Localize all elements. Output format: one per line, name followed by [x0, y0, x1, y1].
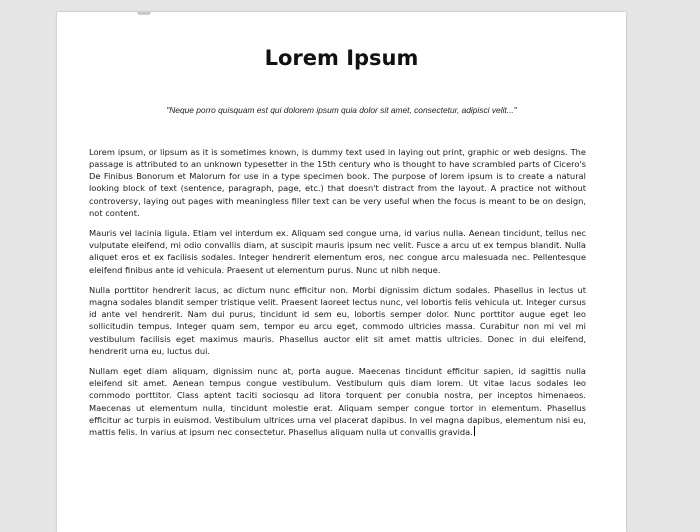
- paragraph-nullam[interactable]: [89, 365, 586, 438]
- document-page[interactable]: [57, 12, 626, 532]
- document-body[interactable]: [89, 146, 586, 446]
- paragraph-nulla-porttitor[interactable]: Nulla porttitor hendrerit lacus, ac dictum nunc efficitur non. Morbi dignissim dictum sodales. Phasellus in lectus ut magna sodales blandit semper tristique velit. Praesent laoreet lectus nunc, vel lobortis felis vehicula ut. Integer cursus id ante vel hendrerit. Nam dui purus, tincidunt id sem eu, lobortis semper dolor. Nunc porttitor augue eget leo sollicitudin tempus. Integer quam sem, tempor eu arcu eget, commodo ultricies massa. Curabitur non mi vel mi vestibulum facilisis eget maximus mauris. Phasellus auctor elit sit amet mattis ultricies. Donec in dui eleifend, hendrerit urna eu, luctus dui.: [89, 284, 586, 356]
- paragraph-nullam-text: Nullam eget diam aliquam, dignissim nunc at, porta augue. Maecenas tincidunt efficitur sapien, id sagittis nulla eleifend sit amet. Aenean tempus congue vestibulum. Vestibulum quis diam lorem. Ut vitae lacus sodales leo commodo porttitor. Class aptent taciti sociosqu ad litora torquent per conubia nostra, per inceptos himenaeos. Maecenas ut elementum nulla, tincidunt molestie erat. Aliquam semper congue tortor in elementum. Phasellus efficitur ac turpis in euismod. Vestibulum ultrices urna vel placerat dapibus. In vel magna dapibus, elementum nisi eu, mattis felis. In varius at ipsum nec consectetur. Phasellus aliquam nulla ut convallis gravida.: [89, 366, 586, 437]
- paragraph-intro[interactable]: Lorem ipsum, or lipsum as it is sometimes known, is dummy text used in laying out print, graphic or web designs. The passage is attributed to an unknown typesetter in the 15th century who is thought to have scrambled parts of Cicero's De Finibus Bonorum et Malorum for use in a type specimen book. The purpose of lorem ipsum is to create a natural looking block of text (sentence, paragraph, page, etc.) that doesn't distract from the layout. A practice not without controversy, laying out pages with meaningless filler text can be very useful when the focus is meant to be on design, not content.: [89, 147, 586, 218]
- page-edge-marker: [137, 12, 151, 15]
- document-quote[interactable]: "Neque porro quisquam est qui dolorem ipsum quia dolor sit amet, consectetur, adipisci velit...": [166, 105, 517, 115]
- document-title[interactable]: Lorem Ipsum: [264, 46, 419, 70]
- paragraph-mauris[interactable]: Mauris vel lacinia ligula. Etiam vel interdum ex. Aliquam sed congue urna, id varius nulla. Aenean tincidunt, tellus nec vulputate eleifend, mi odio convallis diam, at suscipit mauris ipsum nec velit. Fusce a arcu ut ex tempus blandit. Nulla aliquet eros et ex facilisis sodales. Integer hendrerit elementum eros, nec congue arcu malesuada nec. Pellentesque eleifend finibus ante id vehicula. Praesent ut elementum purus. Nunc ut nibh neque.: [89, 228, 586, 275]
- text-cursor: [474, 426, 475, 436]
